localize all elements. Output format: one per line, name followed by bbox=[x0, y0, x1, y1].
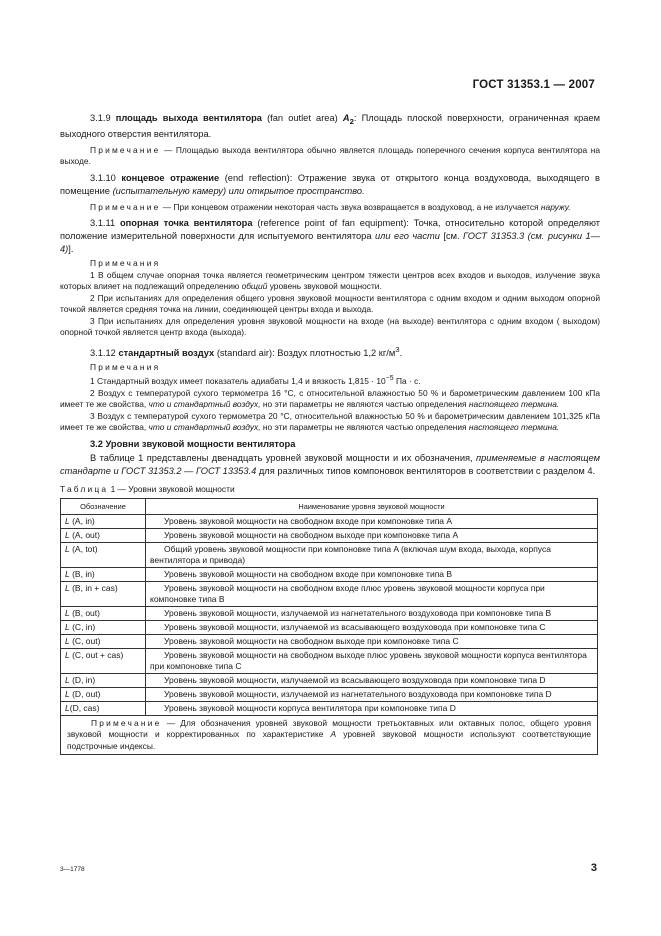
definition-3-1-9 bbox=[60, 112, 600, 141]
note-3-1-10 bbox=[60, 202, 600, 214]
level-name-cell: Уровень звуковой мощности, излучаемой из нагнетательного воздуховода при компоновке типа B bbox=[146, 606, 598, 620]
notes-heading-3-1-11 bbox=[60, 258, 600, 270]
note-text: 3 Воздух с температурой сухого термометра 20 °С, относительной влажностью 50 % и барометрическим давлением 101,325 кПа имеет те же свойства, bbox=[60, 410, 600, 433]
symbol-l: L bbox=[65, 649, 70, 660]
note-label: Примечание bbox=[91, 717, 162, 728]
note-italic: что и стандартный воздух, bbox=[148, 422, 261, 433]
designation-cell bbox=[61, 687, 146, 701]
level-name-cell: Общий уровень звуковой мощности при компоновке типа A (включая шум входа, выхода, корпуса вентилятора и привода) bbox=[146, 542, 598, 567]
note-italic: наружу. bbox=[540, 201, 571, 212]
designation-args: (C, in) bbox=[69, 621, 96, 632]
level-name-cell: Уровень звуковой мощности на свободном входе при компоновке типа B bbox=[146, 567, 598, 581]
table-row bbox=[61, 581, 598, 606]
level-name-cell: Уровень звуковой мощности на свободном входе плюс уровень звуковой мощности корпуса при компоновке типа B bbox=[146, 581, 598, 606]
clause-number: 3.1.10 bbox=[90, 172, 122, 183]
unit-exponent: 3 bbox=[395, 344, 400, 354]
table-row bbox=[61, 687, 598, 701]
level-name-cell: Уровень звуковой мощности, излучаемой из всасывающего воздуховода при компоновке типа D bbox=[146, 673, 598, 687]
level-name-cell: Уровень звуковой мощности на свободном выходе при компоновке типа C bbox=[146, 634, 598, 648]
note-text: 1 Стандартный воздух имеет показатель адиабаты 1,4 и вязкость 1,815 · 10 bbox=[90, 376, 386, 387]
table-note bbox=[61, 715, 598, 755]
designation-cell bbox=[61, 542, 146, 567]
symbol-l: L bbox=[65, 568, 70, 579]
term: опорная точка вентилятора bbox=[119, 218, 253, 229]
symbol-subscript: 2 bbox=[349, 116, 354, 126]
designation-cell bbox=[61, 606, 146, 620]
designation-cell bbox=[61, 701, 146, 715]
note-item bbox=[60, 388, 600, 411]
designation-cell bbox=[61, 567, 146, 581]
note-text-end: уровень звуковой мощности. bbox=[267, 281, 382, 292]
notes-heading-3-1-12 bbox=[60, 362, 600, 374]
note-italic: A bbox=[330, 729, 337, 740]
designation-args: (B, out) bbox=[69, 607, 100, 618]
designation-args: (A, in) bbox=[69, 515, 95, 526]
level-name-cell: Уровень звуковой мощности, излучаемой из всасывающего воздуховода при компоновке типа C bbox=[146, 620, 598, 634]
level-name-cell: Уровень звуковой мощности, излучаемой из нагнетательного воздуховода при компоновке типа D bbox=[146, 687, 598, 701]
definition-reference: ГОСТ 31353.3 (см. рисунки 1—4) bbox=[60, 231, 600, 255]
term-english: (fan outlet area) bbox=[261, 113, 343, 123]
table-row bbox=[61, 634, 598, 648]
note-text-2: но эти параметры не являются частью определения bbox=[260, 399, 469, 410]
designation-cell bbox=[61, 514, 146, 528]
symbol-l: L bbox=[65, 582, 70, 593]
note-text: 2 Воздух с температурой сухого термометра 16 °С, с относительной влажностью 50 % и барометрическим давлением 100 кПа имеет те же свойства, bbox=[60, 387, 600, 410]
designation-args: (D, out) bbox=[69, 688, 101, 699]
definition-italic: или его части bbox=[374, 231, 440, 242]
table-header-row bbox=[61, 498, 598, 514]
clause-number: 3.1.11 bbox=[90, 218, 120, 229]
designation-cell bbox=[61, 634, 146, 648]
definition-text: (end reflection): Отражение звука от открытого конца воздуховода, выходящего в помещение bbox=[60, 172, 600, 196]
table-body bbox=[61, 514, 598, 715]
exponent: −5 bbox=[385, 375, 394, 383]
term: площадь выхода вентилятора bbox=[115, 113, 262, 123]
symbol-l: L bbox=[65, 543, 70, 554]
designation-args: (B, in) bbox=[69, 568, 95, 579]
definition-3-1-10 bbox=[60, 172, 600, 198]
term: концевое отражение bbox=[121, 172, 220, 183]
symbol-l: L bbox=[65, 674, 70, 685]
level-name-cell: Уровень звуковой мощности на свободном выходе плюс уровень звуковой мощности корпуса вентилятора при компоновке типа C bbox=[146, 648, 598, 673]
symbol-l: L bbox=[65, 688, 70, 699]
designation-cell bbox=[61, 581, 146, 606]
definition-3-1-12 bbox=[60, 343, 600, 360]
page-number: 3 bbox=[590, 862, 597, 874]
definition-end: . bbox=[399, 347, 403, 358]
clause-number: 3.1.9 bbox=[90, 113, 116, 123]
table-note-row bbox=[61, 715, 598, 755]
note-text: — Для обозначения уровней звуковой мощности третьоктавных или октавных полос, общего уровня звуковой мощности и корректированных по характеристике bbox=[67, 717, 591, 740]
level-name-cell: Уровень звуковой мощности на свободном выходе при компоновке типа A bbox=[146, 528, 598, 542]
note-text-2: но эти параметры не являются частью определения bbox=[260, 422, 469, 433]
section-heading-3-2: 3.2 Уровни звуковой мощности вентилятора bbox=[90, 438, 296, 449]
note-label: Примечание bbox=[90, 201, 161, 212]
symbol: A bbox=[342, 113, 350, 123]
note-label: Примечание bbox=[90, 144, 161, 155]
designation-args: (A, tot) bbox=[69, 543, 98, 554]
note-item bbox=[60, 411, 600, 434]
table-row bbox=[61, 620, 598, 634]
paragraph-text-end: для различных типов компоновок вентиляторов в соответствии с разделом 4. bbox=[256, 465, 596, 476]
designation-cell bbox=[61, 528, 146, 542]
definition-text-2: [см. bbox=[439, 231, 464, 242]
level-name-cell: Уровень звуковой мощности корпуса вентилятора при компоновке типа D bbox=[146, 701, 598, 715]
note-italic-2: настоящего термина. bbox=[468, 399, 560, 410]
note-text: — Площадью выхода вентилятора обычно является площадь поперечного сечения корпуса вентилятора на выходе. bbox=[60, 144, 600, 167]
definition-text: (standard air): Воздух плотностью 1,2 кг/м bbox=[214, 347, 396, 358]
table-row bbox=[61, 606, 598, 620]
definition-italic: (испытательную камеру) или открытое пространство. bbox=[112, 185, 365, 196]
designation-args: (A, out) bbox=[69, 529, 100, 540]
note-text: 1 В общем случае опорная точка является геометрическим центром тяжести центров всех входов и выходов, излучение звука которых влияет на подлежащий определению bbox=[60, 269, 600, 292]
note-item bbox=[60, 270, 600, 293]
level-name-cell: Уровень звуковой мощности на свободном входе при компоновке типа A bbox=[146, 514, 598, 528]
print-code: 3—1778 bbox=[60, 866, 85, 873]
designation-args: (B, in + cas) bbox=[69, 582, 118, 593]
designation-args: (C, out + cas) bbox=[69, 649, 124, 660]
definition-3-1-11 bbox=[60, 217, 600, 256]
note-italic: что и стандартный воздух, bbox=[148, 399, 261, 410]
designation-args: (D, cas) bbox=[69, 702, 100, 713]
term: стандартный воздух bbox=[118, 347, 215, 358]
designation-args: (C, out) bbox=[69, 635, 101, 646]
paragraph-italic: применяемые в настоящем стандарте и ГОСТ 31353.2 — ГОСТ 13353.4 bbox=[60, 452, 600, 476]
table-row bbox=[61, 673, 598, 687]
column-header-name: Наименование уровня звуковой мощности bbox=[146, 498, 598, 514]
symbol-l: L bbox=[65, 635, 70, 646]
note-item: 2 При испытаниях для определения общего уровня звуковой мощности вентилятора с одним входом и одним выходом опорной точкой является средняя точка на линии, соединяющей центры входа и выхода. bbox=[60, 292, 600, 315]
column-header-designation: Обозначение bbox=[61, 498, 146, 514]
standard-code-header: ГОСТ 31353.1 — 2007 bbox=[472, 79, 595, 91]
symbol-l: L bbox=[65, 607, 70, 618]
table-row bbox=[61, 514, 598, 528]
table-row bbox=[61, 567, 598, 581]
notes-label: Примечания bbox=[90, 258, 161, 269]
table-row bbox=[61, 528, 598, 542]
table-caption-label: Таблица bbox=[60, 483, 109, 494]
symbol-l: L bbox=[65, 515, 70, 526]
symbol-l: L bbox=[65, 529, 70, 540]
designation-args: (D, in) bbox=[69, 674, 96, 685]
notes-label: Примечания bbox=[90, 361, 161, 372]
definition-text: : Площадь плоской поверхности, ограниченная краем выходного отверстия вентилятора. bbox=[60, 113, 600, 139]
paragraph-text: В таблице 1 представлены двенадцать уровней звуковой мощности и их обозначения, bbox=[90, 452, 476, 463]
note-text: — При концевом отражении некоторая часть звука возвращается в воздуховод, а не излучается bbox=[160, 201, 541, 212]
table-row bbox=[61, 542, 598, 567]
designation-cell bbox=[61, 620, 146, 634]
page-body bbox=[60, 112, 600, 755]
table-row bbox=[61, 701, 598, 715]
table-caption bbox=[60, 483, 600, 496]
definition-text: (reference point of fan equipment): Точка, относительно которой определяют положение измерительной поверхности для испытуемого вентилятора bbox=[60, 218, 600, 242]
sound-power-levels-table bbox=[60, 498, 598, 756]
note-item bbox=[60, 373, 600, 387]
note-text-end: уровней звуковой мощности используют соответствующие подстрочные индексы. bbox=[67, 729, 591, 751]
symbol-l: L bbox=[65, 702, 70, 713]
designation-cell bbox=[61, 673, 146, 687]
designation-cell bbox=[61, 648, 146, 673]
note-italic: общий bbox=[241, 281, 268, 292]
definition-text-3: ]. bbox=[68, 244, 74, 255]
note-text-end: Па · с. bbox=[393, 376, 421, 387]
symbol-l: L bbox=[65, 621, 70, 632]
table-row bbox=[61, 648, 598, 673]
table-caption-title: 1 — Уровни звуковой мощности bbox=[108, 483, 235, 494]
clause-number: 3.1.12 bbox=[90, 347, 119, 358]
note-italic-2: настоящего термина. bbox=[468, 422, 560, 433]
note-item: 3 При испытаниях для определения уровня звуковой мощности на входе (на выходе) вентилятора с одним входом ( выходом) опорной точкой является центр входа (выхода). bbox=[60, 315, 600, 338]
note-3-1-9 bbox=[60, 145, 600, 168]
section-3-2-paragraph bbox=[60, 452, 600, 478]
